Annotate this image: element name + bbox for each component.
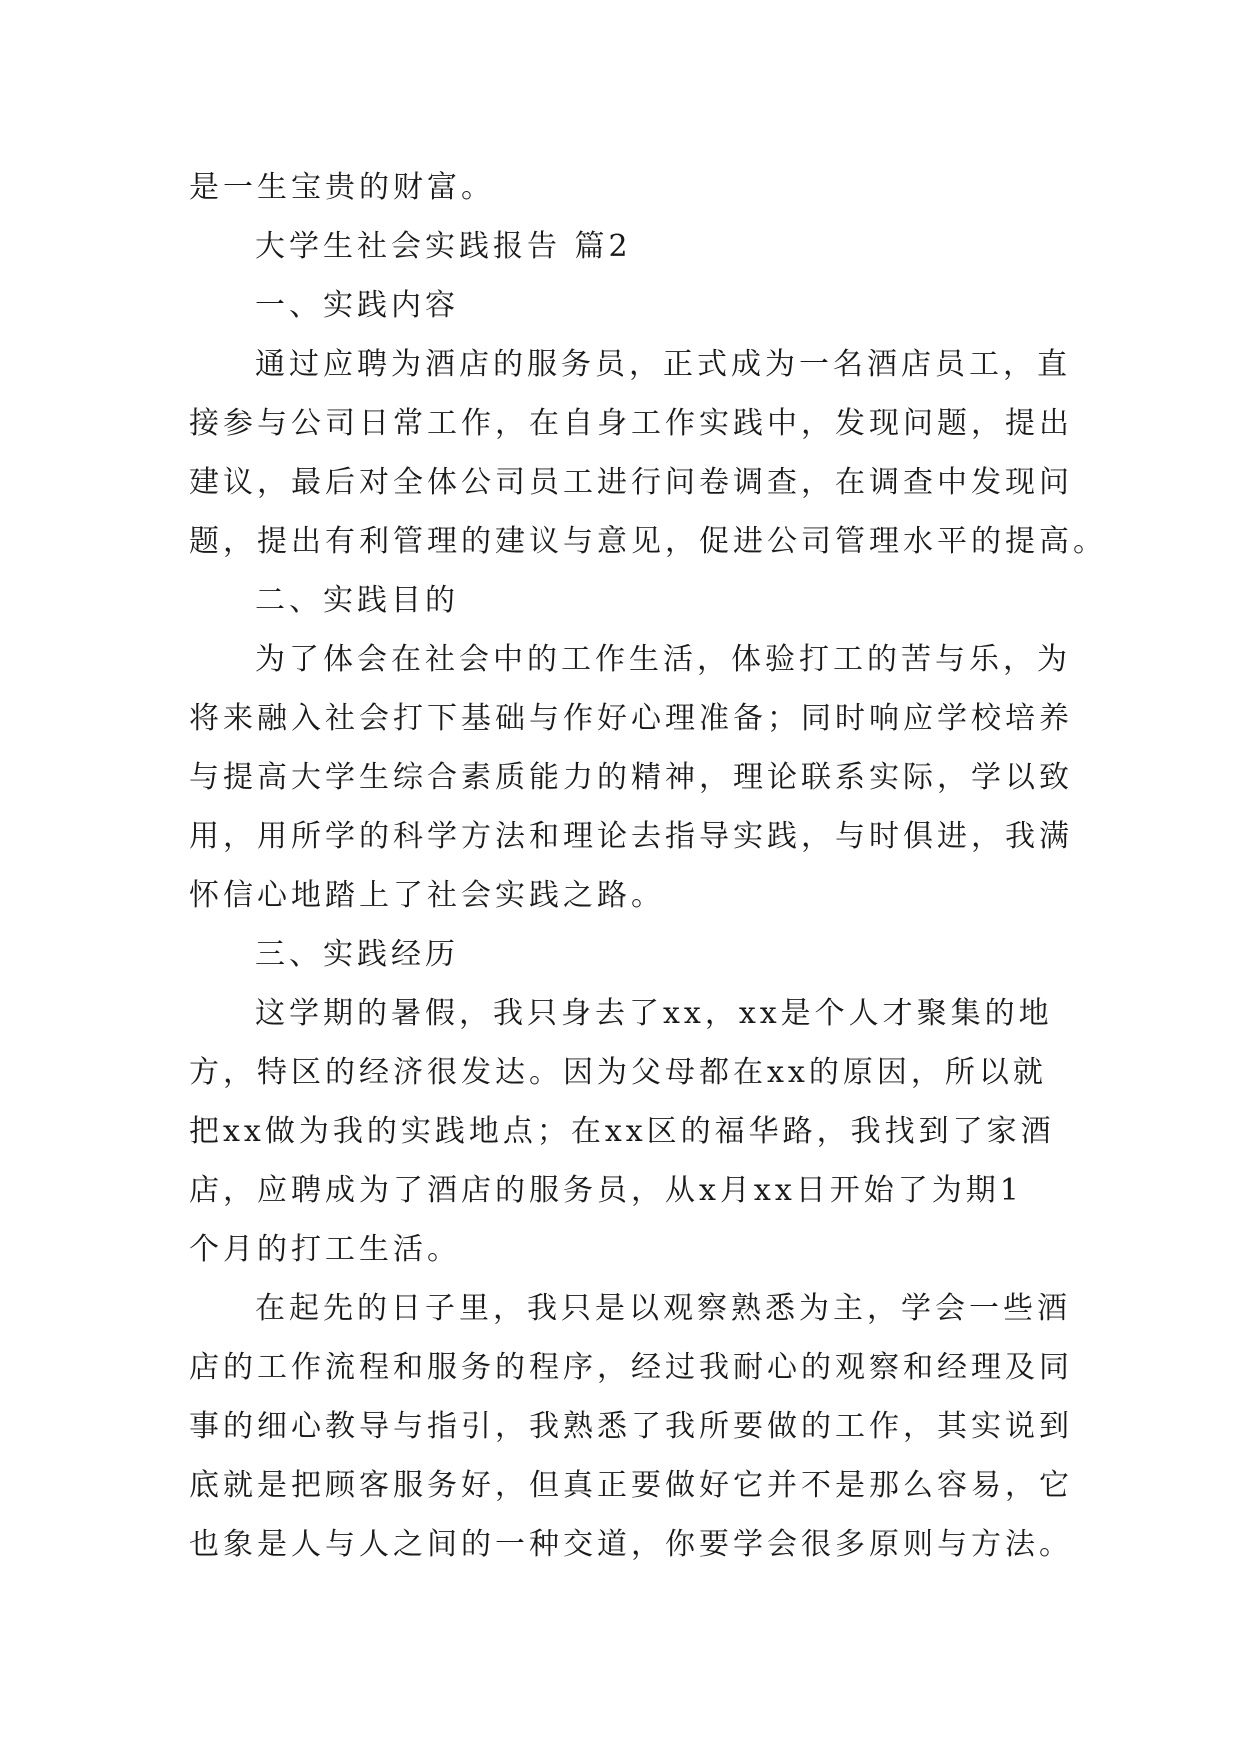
section-title: 大学生社会实践报告 篇2 [255, 229, 632, 264]
text-line: 将来融入社会打下基础与作好心理准备；同时响应学校培养 [189, 701, 1073, 736]
heading-practice-content: 一、实践内容 [255, 288, 459, 323]
text-line: 事的细心教导与指引，我熟悉了我所要做的工作，其实说到 [189, 1409, 1073, 1444]
text-line: 是一生宝贵的财富。 [189, 170, 495, 205]
text-line: 在起先的日子里，我只是以观察熟悉为主，学会一些酒 [255, 1291, 1071, 1326]
heading-practice-purpose: 二、实践目的 [255, 583, 459, 618]
text-line: 底就是把顾客服务好，但真正要做好它并不是那么容易，它 [189, 1468, 1073, 1503]
text-line: 店的工作流程和服务的程序，经过我耐心的观察和经理及同 [189, 1350, 1073, 1385]
document-body [189, 158, 1107, 1574]
text-line: 与提高大学生综合素质能力的精神，理论联系实际，学以致 [189, 760, 1073, 795]
text-line: 接参与公司日常工作，在自身工作实践中，发现问题，提出 [189, 406, 1073, 441]
text-line: 也象是人与人之间的一种交道，你要学会很多原则与方法。 [189, 1527, 1073, 1562]
text-line: 题，提出有利管理的建议与意见，促进公司管理水平的提高。 [189, 524, 1107, 559]
text-line: 通过应聘为酒店的服务员，正式成为一名酒店员工，直 [255, 347, 1071, 382]
text-line: 为了体会在社会中的工作生活，体验打工的苦与乐，为 [255, 642, 1071, 677]
text-line: 个月的打工生活。 [189, 1232, 461, 1267]
text-line: 这学期的暑假，我只身去了xx，xx是个人才聚集的地 [255, 996, 1053, 1031]
text-line: 建议，最后对全体公司员工进行问卷调查，在调查中发现问 [189, 465, 1073, 500]
heading-practice-experience: 三、实践经历 [255, 937, 459, 972]
text-line: 用，用所学的科学方法和理论去指导实践，与时俱进，我满 [189, 819, 1073, 854]
text-line: 方，特区的经济很发达。因为父母都在xx的原因，所以就 [189, 1055, 1047, 1090]
text-line: 怀信心地踏上了社会实践之路。 [189, 878, 665, 913]
text-line: 把xx做为我的实践地点；在xx区的福华路，我找到了家酒 [189, 1114, 1055, 1149]
text-line: 店，应聘成为了酒店的服务员，从x月xx日开始了为期1 [189, 1173, 1023, 1208]
